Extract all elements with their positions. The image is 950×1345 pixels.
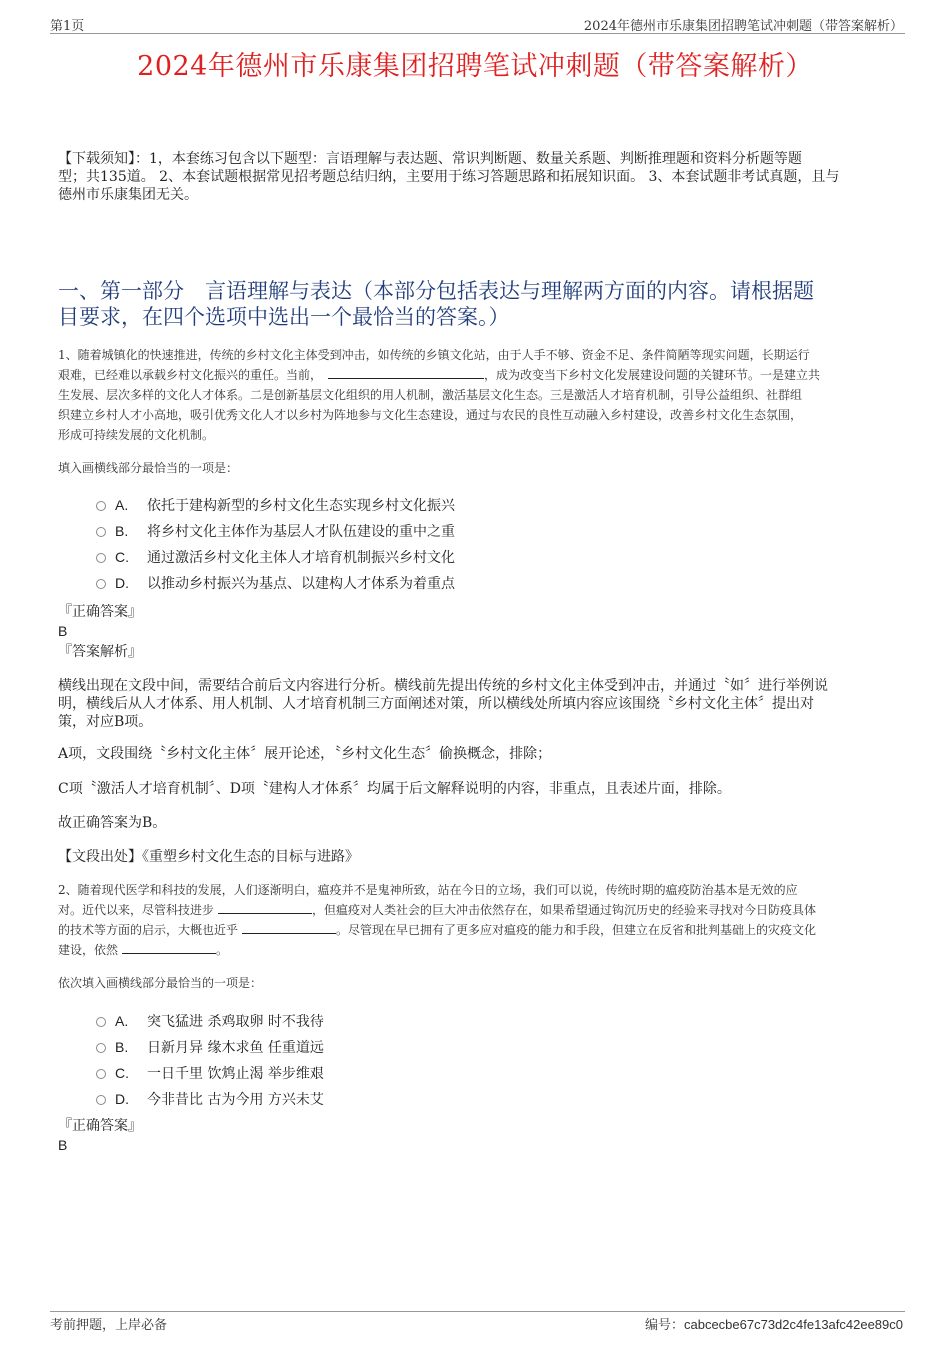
stem-text: 的技术等方面的启示，大概也近乎 xyxy=(58,923,239,937)
option-text: 将乡村文化主体作为基层人才队伍建设的重中之重 xyxy=(147,524,455,540)
radio-icon[interactable] xyxy=(96,1069,106,1079)
question-2-stem xyxy=(58,880,903,960)
radio-icon[interactable] xyxy=(96,1043,106,1053)
q2-option-a[interactable] xyxy=(96,1011,324,1032)
stem-line: 生发展、层次多样的文化人才体系。二是创新基层文化组织的用人机制，激活基层文化生态。三是激活人才培育机制，引导公益组织、社群组 xyxy=(58,388,803,402)
stem-line: 1、随着城镇化的快速推进，传统的乡村文化主体受到冲击，如传统的乡镇文化站，由于人手不够、资金不足、条件简陋等现实问题，长期运行 xyxy=(58,348,810,362)
q2-option-b[interactable] xyxy=(96,1037,324,1058)
download-notice xyxy=(58,150,903,204)
stem-text: 建设，依然 xyxy=(58,943,119,957)
option-letter: C. xyxy=(115,1065,129,1081)
stem-text: 对。近代以来，尽管科技进步 xyxy=(58,903,215,917)
correct-answer-label: 『正确答案』 xyxy=(58,604,142,620)
radio-icon[interactable] xyxy=(96,579,106,589)
radio-icon[interactable] xyxy=(96,553,106,563)
header-divider xyxy=(50,33,905,34)
option-text: 依托于建构新型的乡村文化生态实现乡村文化振兴 xyxy=(147,498,455,514)
section-heading-line: 一、第一部分 言语理解与表达（本部分包括表达与理解两方面的内容。请根据题 xyxy=(58,279,814,303)
stem-text: 。 xyxy=(216,943,229,957)
radio-icon[interactable] xyxy=(96,501,106,511)
analysis-option-cd: C项〝激活人才培育机制〞、D项〝建构人才体系〞均属于后文解释说明的内容，非重点，且表述片面，排除。 xyxy=(58,781,731,797)
analysis-line: 明，横线后从人才体系、用人机制、人才培育机制三方面阐述对策，所以横线处所填内容应该围绕〝乡村文化主体〞提出对 xyxy=(58,696,814,712)
analysis-label: 『答案解析』 xyxy=(58,644,142,660)
q1-option-b[interactable] xyxy=(96,521,455,542)
question-2-prompt: 依次填入画横线部分最恰当的一项是： xyxy=(58,976,263,990)
document-title: 2024年德州市乐康集团招聘笔试冲刺题（带答案解析） xyxy=(137,51,813,82)
q2-option-c[interactable] xyxy=(96,1063,324,1084)
option-text: 日新月异 缘木求鱼 任重道远 xyxy=(147,1040,324,1056)
radio-icon[interactable] xyxy=(96,1017,106,1027)
correct-answer: B xyxy=(58,1137,68,1153)
passage-source: 【文段出处】《重塑乡村文化生态的目标与进路》 xyxy=(58,849,359,865)
section-heading-line: 目要求，在四个选项中选出一个最恰当的答案。） xyxy=(58,305,510,329)
stem-text: ，成为改变当下乡村文化发展建设问题的关键环节。一是建立共 xyxy=(484,368,821,382)
q2-option-d[interactable] xyxy=(96,1089,324,1110)
section-heading xyxy=(58,278,903,330)
notice-line: 【下载须知】：1，本套练习包含以下题型：言语理解与表达题、常识判断题、数量关系题、判断推理题和资料分析题等题 xyxy=(58,151,802,167)
footer-divider xyxy=(50,1311,905,1312)
fill-blank xyxy=(242,921,336,934)
fill-blank xyxy=(328,366,484,379)
q1-option-c[interactable] xyxy=(96,547,455,568)
stem-line: 形成可持续发展的文化机制。 xyxy=(58,428,215,442)
stem-text: 。尽管现在早已拥有了更多应对瘟疫的能力和手段，但建立在反省和批判基础上的灾疫文化 xyxy=(336,923,817,937)
question-1-stem xyxy=(58,345,903,445)
stem-line: 织建立乡村人才小高地，吸引优秀文化人才以乡村为阵地参与文化生态建设，通过与农民的良性互动融入乡村建设，改善乡村文化生态氛围， xyxy=(58,408,803,422)
option-text: 今非昔比 古为今用 方兴未艾 xyxy=(147,1092,324,1108)
correct-answer: B xyxy=(58,623,68,639)
notice-line: 型；共135道。 2、本套试题根据常见招考题总结归纳，主要用于练习答题思路和拓展知识面。 3、本套试题非考试真题，且与 xyxy=(58,169,840,185)
running-title: 2024年德州市乐康集团招聘笔试冲刺题（带答案解析） xyxy=(583,19,903,34)
stem-line xyxy=(58,900,903,920)
option-letter: B. xyxy=(115,523,129,539)
option-letter: A. xyxy=(115,1013,129,1029)
radio-icon[interactable] xyxy=(96,527,106,537)
stem-text: 艰难，已经难以承载乡村文化振兴的重任。当前， xyxy=(58,368,323,382)
option-letter: C. xyxy=(115,549,129,565)
option-text: 一日千里 饮鸩止渴 举步维艰 xyxy=(147,1066,324,1082)
stem-line xyxy=(58,940,903,960)
notice-line: 德州市乐康集团无关。 xyxy=(58,187,198,203)
option-letter: D. xyxy=(115,575,129,591)
analysis-option-a: A项，文段围绕〝乡村文化主体〞展开论述，〝乡村文化生态〞偷换概念，排除； xyxy=(58,746,552,762)
footer-slogan: 考前押题，上岸必备 xyxy=(50,1318,168,1333)
analysis-line: 横线出现在文段中间，需要结合前后文内容进行分析。横线前先提出传统的乡村文化主体受到冲击，并通过〝如〞进行举例说 xyxy=(58,678,828,694)
stem-line xyxy=(58,920,903,940)
fill-blank xyxy=(122,941,216,954)
question-1-prompt: 填入画横线部分最恰当的一项是： xyxy=(58,461,239,475)
analysis-line: 策，对应B项。 xyxy=(58,714,153,730)
option-text: 突飞猛进 杀鸡取卵 时不我待 xyxy=(147,1014,324,1030)
radio-icon[interactable] xyxy=(96,1095,106,1105)
option-letter: A. xyxy=(115,497,129,513)
analysis-conclusion: 故正确答案为B。 xyxy=(58,815,167,831)
document-id: 编号：cabcecbe67c73d2c4fe13afc42ee89c0 xyxy=(644,1317,903,1332)
q1-option-d[interactable] xyxy=(96,573,455,594)
correct-answer-label: 『正确答案』 xyxy=(58,1118,142,1134)
stem-text: ，但瘟疫对人类社会的巨大冲击依然存在，如果希望通过钩沉历史的经验来寻找对今日防疫具体 xyxy=(312,903,817,917)
option-letter: B. xyxy=(115,1039,129,1055)
analysis-text xyxy=(58,677,903,731)
option-text: 以推动乡村振兴为基点、以建构人才体系为着重点 xyxy=(147,576,455,592)
stem-line: 2、随着现代医学和科技的发展，人们逐渐明白，瘟疫并不是鬼神所致，站在今日的立场，我们可以说，传统时期的瘟疫防治基本是无效的应 xyxy=(58,883,798,897)
option-text: 通过激活乡村文化主体人才培育机制振兴乡村文化 xyxy=(147,550,455,566)
stem-line xyxy=(58,365,903,385)
option-letter: D. xyxy=(115,1091,129,1107)
fill-blank xyxy=(218,901,312,914)
q1-option-a[interactable] xyxy=(96,495,455,516)
page-number: 第1页 xyxy=(50,19,85,34)
